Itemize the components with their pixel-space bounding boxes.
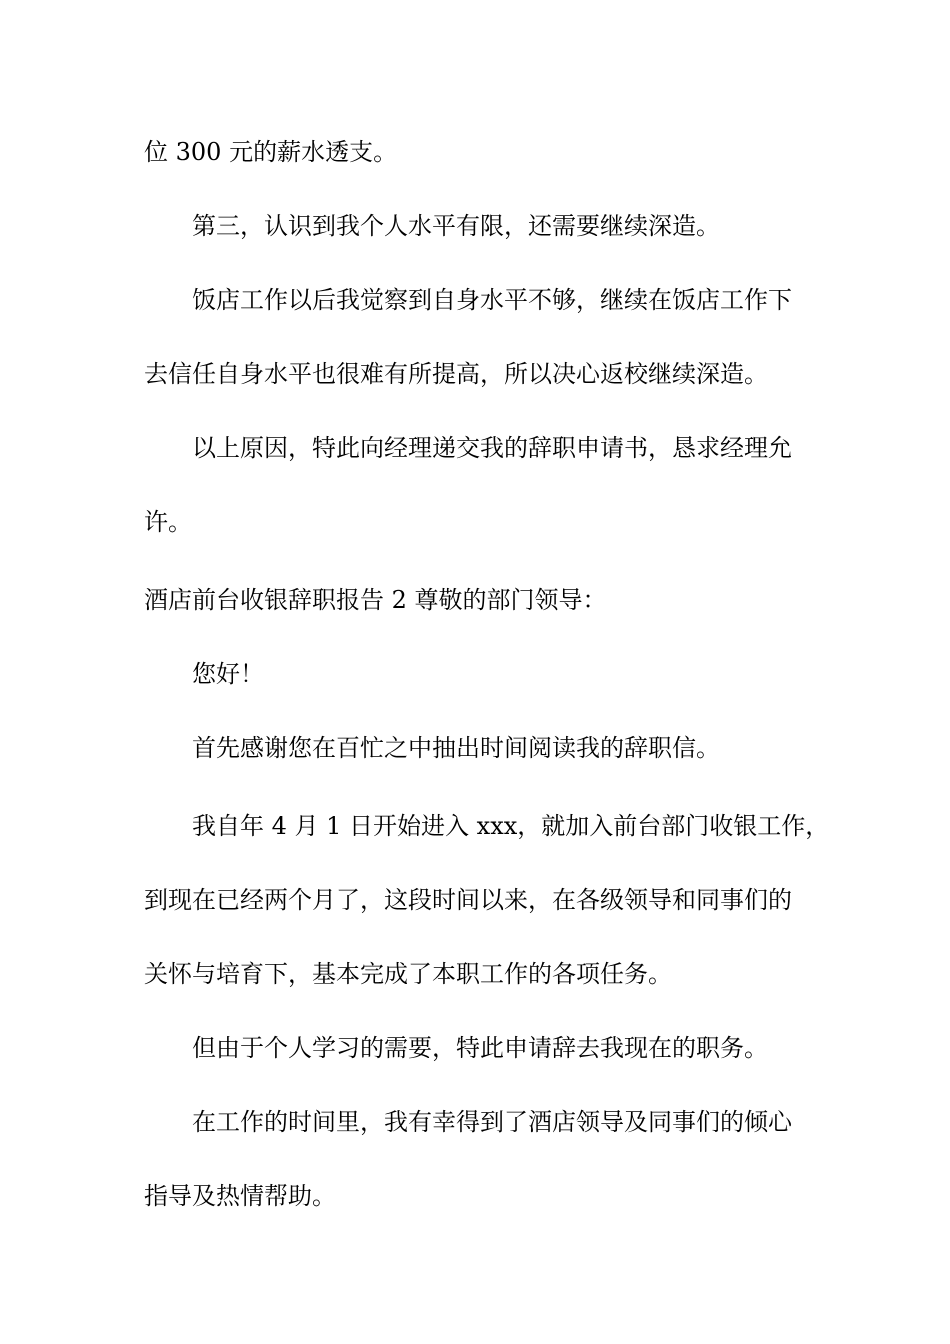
text-line: 许。 <box>144 508 192 536</box>
text-line: 在工作的时间里，我有幸得到了酒店领导及同事们的倾心 <box>192 1108 792 1136</box>
greeting: 您好！ <box>192 660 264 688</box>
text-line: 第三，认识到我个人水平有限，还需要继续深造。 <box>192 212 720 240</box>
text-line: 指导及热情帮助。 <box>144 1182 336 1210</box>
section-heading: 酒店前台收银辞职报告 2 尊敬的部门领导： <box>144 586 607 614</box>
text-line: 首先感谢您在百忙之中抽出时间阅读我的辞职信。 <box>192 734 720 762</box>
text-line: 关怀与培育下，基本完成了本职工作的各项任务。 <box>144 960 672 988</box>
text-line: 饭店工作以后我觉察到自身水平不够，继续在饭店工作下 <box>192 286 792 314</box>
text-line: 去信任自身水平也很难有所提高，所以决心返校继续深造。 <box>144 360 768 388</box>
text-line: 但由于个人学习的需要，特此申请辞去我现在的职务。 <box>192 1034 768 1062</box>
text-line: 以上原因，特此向经理递交我的辞职申请书，恳求经理允 <box>192 434 792 462</box>
text-line: 到现在已经两个月了，这段时间以来，在各级领导和同事们的 <box>144 886 792 914</box>
text-line: 位 300 元的薪水透支。 <box>144 138 398 166</box>
text-line: 我自年 4 月 1 日开始进入 xxx，就加入前台部门收银工作， <box>192 812 830 840</box>
